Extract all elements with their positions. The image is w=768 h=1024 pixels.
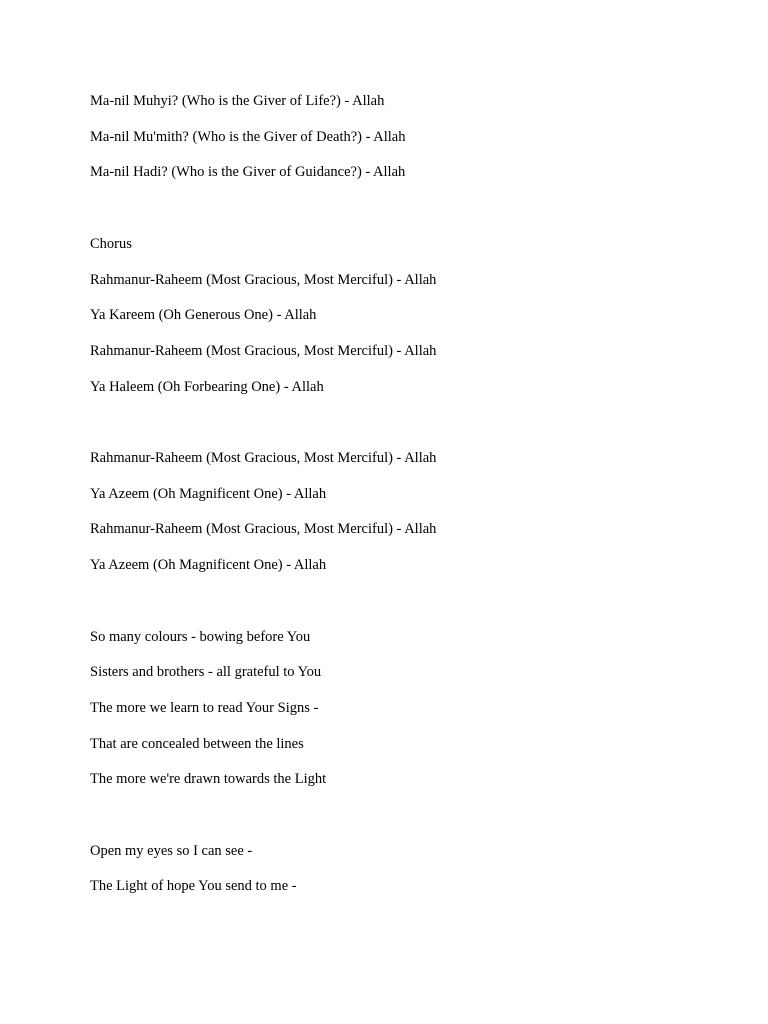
lyric-line: Sisters and brothers - all grateful to You: [90, 664, 322, 680]
lyric-line: The Light of hope You send to me -: [90, 878, 297, 894]
lyric-line: Ya Haleem (Oh Forbearing One) - Allah: [90, 379, 324, 395]
lyric-line: Rahmanur-Raheem (Most Gracious, Most Merciful) - Allah: [90, 343, 437, 359]
lyric-line: Rahmanur-Raheem (Most Gracious, Most Merciful) - Allah: [90, 272, 437, 288]
lyric-line: The more we're drawn towards the Light: [90, 771, 327, 787]
lyric-line: Ma-nil Mu'mith? (Who is the Giver of Death?) - Allah: [90, 129, 406, 145]
section-heading: Chorus: [90, 236, 132, 252]
lyric-line: So many colours - bowing before You: [90, 629, 311, 645]
lyric-line: Ma-nil Muhyi? (Who is the Giver of Life?) - Allah: [90, 93, 385, 109]
lyric-line: Ya Azeem (Oh Magnificent One) - Allah: [90, 557, 327, 573]
lyric-line: Open my eyes so I can see -: [90, 843, 253, 859]
lyric-line: Ya Kareem (Oh Generous One) - Allah: [90, 307, 317, 323]
lyric-line: Ma-nil Hadi? (Who is the Giver of Guidance?) - Allah: [90, 164, 406, 180]
lyric-line: The more we learn to read Your Signs -: [90, 700, 319, 716]
lyric-line: That are concealed between the lines: [90, 736, 304, 752]
lyric-line: Rahmanur-Raheem (Most Gracious, Most Merciful) - Allah: [90, 450, 437, 466]
lyric-line: Rahmanur-Raheem (Most Gracious, Most Merciful) - Allah: [90, 521, 437, 537]
lyric-line: Ya Azeem (Oh Magnificent One) - Allah: [90, 486, 327, 502]
